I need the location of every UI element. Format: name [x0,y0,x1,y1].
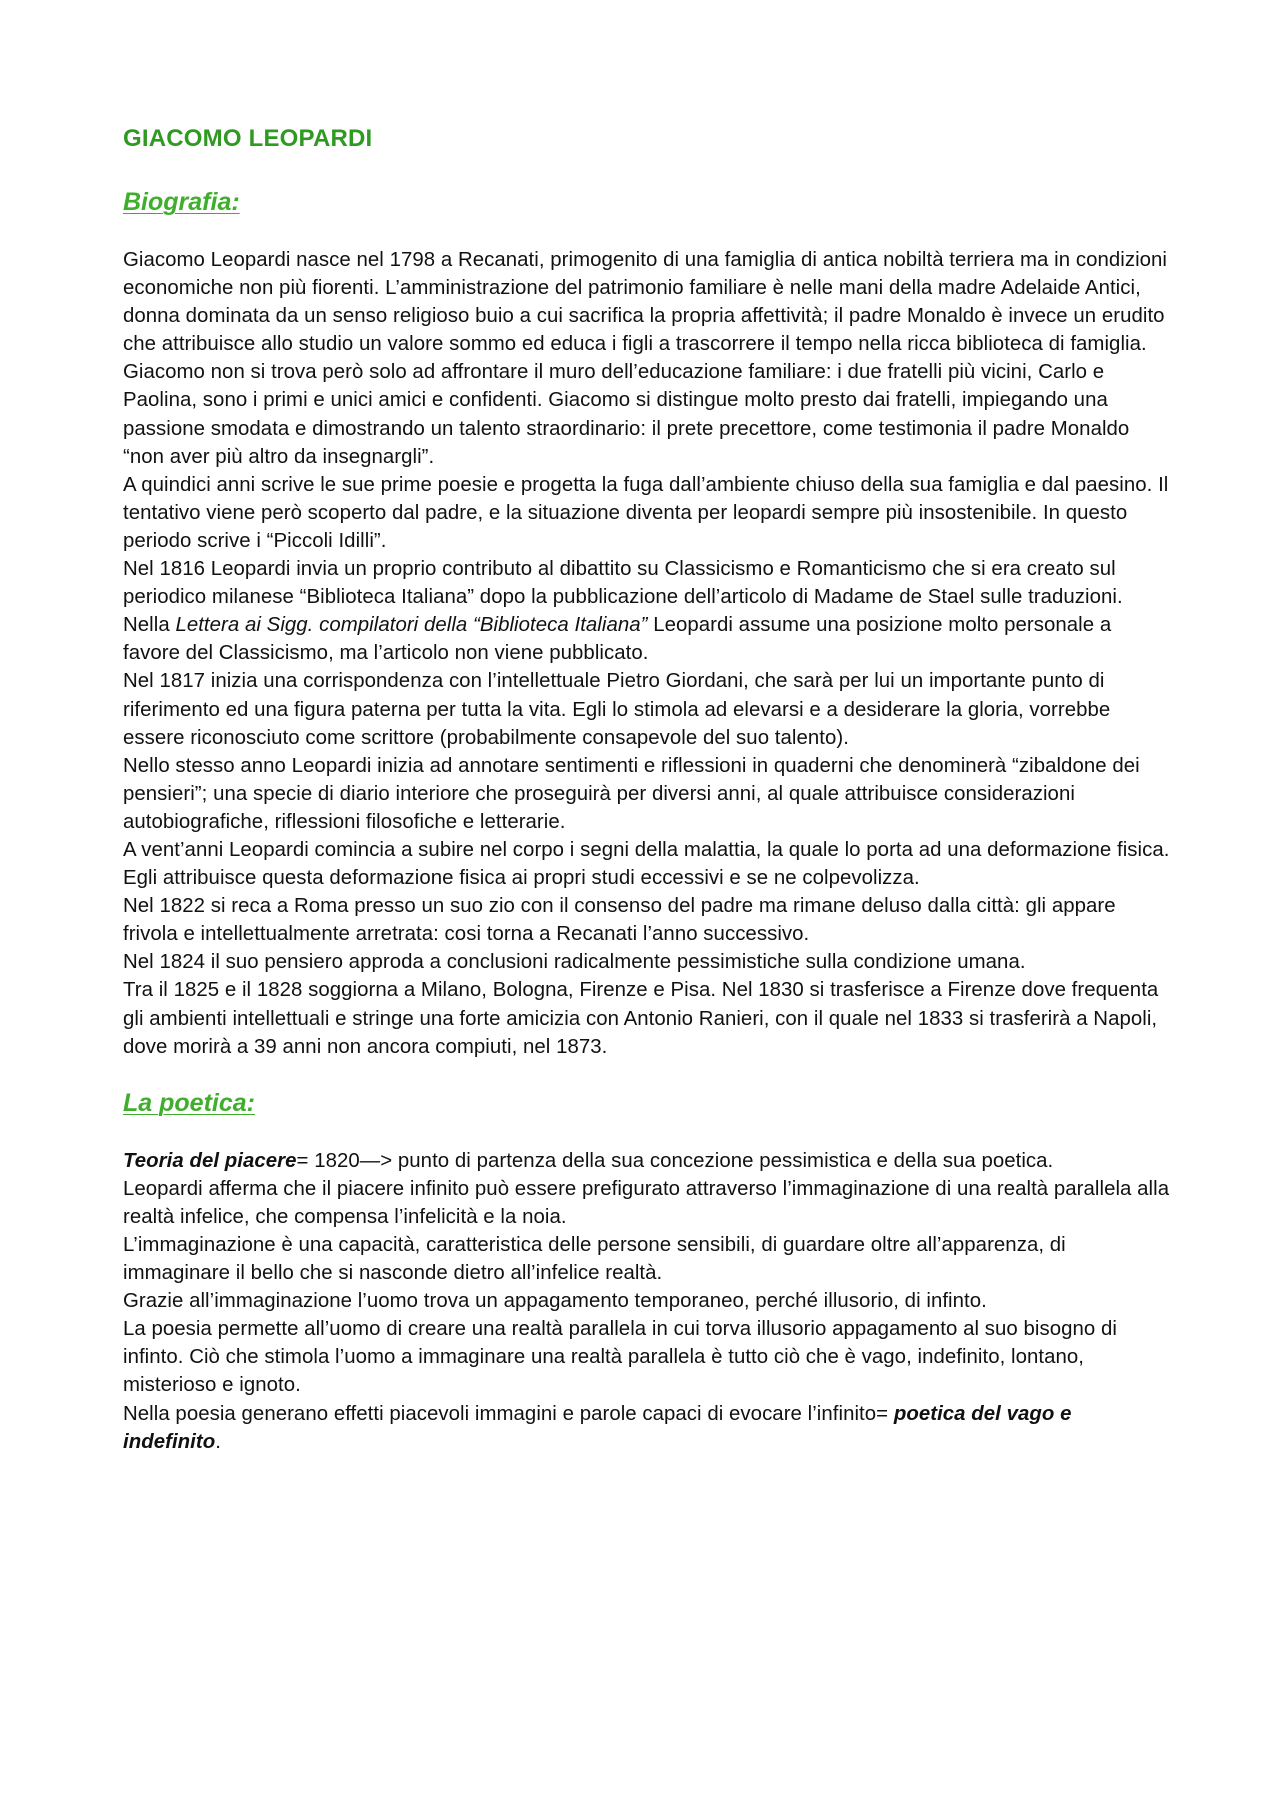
paragraph-text: Nel 1816 Leopardi invia un proprio contributo al dibattito su Classicismo e Romanticismo che si era creato sul periodico milanese “Biblioteca Italiana” dopo la pubblicazione dell’articolo di Madame de Stael sulle traduzioni. Nella [123,558,1123,637]
poetics-paragraph [123,1147,1170,1175]
paragraph-text: . [215,1430,221,1453]
document-title: GIACOMO LEOPARDI [123,125,373,152]
biography-paragraph: Nel 1824 il suo pensiero approda a conclusioni radicalmente pessimistiche sulla condizione umana. [123,951,1026,974]
letter-title-italic: Lettera ai Sigg. compilatori della “Biblioteca Italiana” [175,614,648,637]
biography-paragraph: A vent’anni Leopardi comincia a subire nel corpo i segni della malattia, la quale lo porta ad una deformazione fisica. Egli attribuisce questa deformazione fisica ai propri studi eccessivi e se ne colpevolizza. [123,838,1170,890]
biography-section [123,246,1170,1061]
biography-paragraph: Nel 1817 inizia una corrispondenza con l’intellettuale Pietro Giordani, che sarà per lui un importante punto di riferimento ed una figura paterna per tutta la vita. Egli lo stimola ad elevarsi e a desiderare la gloria, vorrebbe essere riconosciuto come scrittore (probabilmente consapevole del suo talento). [123,670,1111,749]
poetics-section [123,1147,1170,1456]
poetics-paragraph [123,1400,1170,1456]
biography-paragraph: Tra il 1825 e il 1828 soggiorna a Milano, Bologna, Firenze e Pisa. Nel 1830 si trasferisce a Firenze dove frequenta gli ambienti intellettuali e stringe una forte amicizia con Antonio Ranieri, con il quale nel 1833 si trasferirà a Napoli, dove morirà a 39 anni non ancora compiuti, nel 1873. [123,979,1159,1058]
biography-paragraph [123,555,1170,667]
paragraph-text: Leopardi assume una posizione molto personale a favore del Classicismo, ma l’articolo non viene pubblicato. [123,614,1112,665]
poetics-paragraph: La poesia permette all’uomo di creare una realtà parallela in cui torva illusorio appagamento al suo bisogno di infinto. Ciò che stimola l’uomo a immaginare una realtà parallela è tutto ciò che è vago, indefinito, lontano, misterioso e ignoto. [123,1318,1117,1397]
biography-paragraph: Giacomo Leopardi nasce nel 1798 a Recanati, primogenito di una famiglia di antica nobiltà terriera ma in condizioni economiche non più fiorenti. L’amministrazione del patrimonio familiare è nelle mani della madre Adelaide Antici, donna dominata da un senso religioso buio a cui sacrifica la propria affettività; il padre Monaldo è invece un erudito che attribuisce allo studio un valore sommo ed educa i figli a trascorrere il tempo nella ricca biblioteca di famiglia. [123,249,1168,356]
biography-heading: Biografia: [123,188,240,216]
poetics-heading: La poetica: [123,1088,255,1117]
biography-paragraph: Nel 1822 si reca a Roma presso un suo zio con il consenso del padre ma rimane deluso dalla città: gli appare frivola e intellettualmente arretrata: cosi torna a Recanati l’anno successivo. [123,895,1116,946]
poetics-term-bold: poetica del vago e indefinito [123,1402,1072,1453]
poetics-paragraph: Leopardi afferma che il piacere infinito può essere prefigurato attraverso l’immaginazione di una realtà parallela alla realtà infelice, che compensa l’infelicità e la noia. [123,1177,1170,1228]
theory-term-bold: Teoria del piacere [123,1149,297,1172]
paragraph-text: = 1820—> punto di partenza della sua concezione pessimistica e della sua poetica. [296,1149,1054,1172]
poetics-paragraph: Grazie all’immaginazione l’uomo trova un appagamento temporaneo, perché illusorio, di infinto. [123,1290,987,1313]
biography-paragraph: Giacomo non si trova però solo ad affrontare il muro dell’educazione familiare: i due fratelli più vicini, Carlo e Paolina, sono i primi e unici amici e confidenti. Giacomo si distingue molto presto dai fratelli, impiegando una passione smodata e dimostrando un talento straordinario: il prete precettore, come testimonia il padre Monaldo “non aver più altro da insegnargli”. [123,361,1130,468]
paragraph-text: Nella poesia generano effetti piacevoli immagini e parole capaci di evocare l’infinito= [123,1402,894,1425]
biography-paragraph: Nello stesso anno Leopardi inizia ad annotare sentimenti e riflessioni in quaderni che denominerà “zibaldone dei pensieri”; una specie di diario interiore che proseguirà per diversi anni, al quale attribuisce considerazioni autobiografiche, riflessioni filosofiche e letterarie. [123,754,1140,833]
biography-paragraph: A quindici anni scrive le sue prime poesie e progetta la fuga dall’ambiente chiuso della sua famiglia e dal paesino. Il tentativo viene però scoperto dal padre, e la situazione diventa per leopardi sempre più insostenibile. In questo periodo scrive i “Piccoli Idilli”. [123,473,1169,552]
poetics-paragraph: L’immaginazione è una capacità, caratteristica delle persone sensibili, di guardare oltre all’apparenza, di immaginare il bello che si nasconde dietro all’infelice realtà. [123,1234,1066,1285]
